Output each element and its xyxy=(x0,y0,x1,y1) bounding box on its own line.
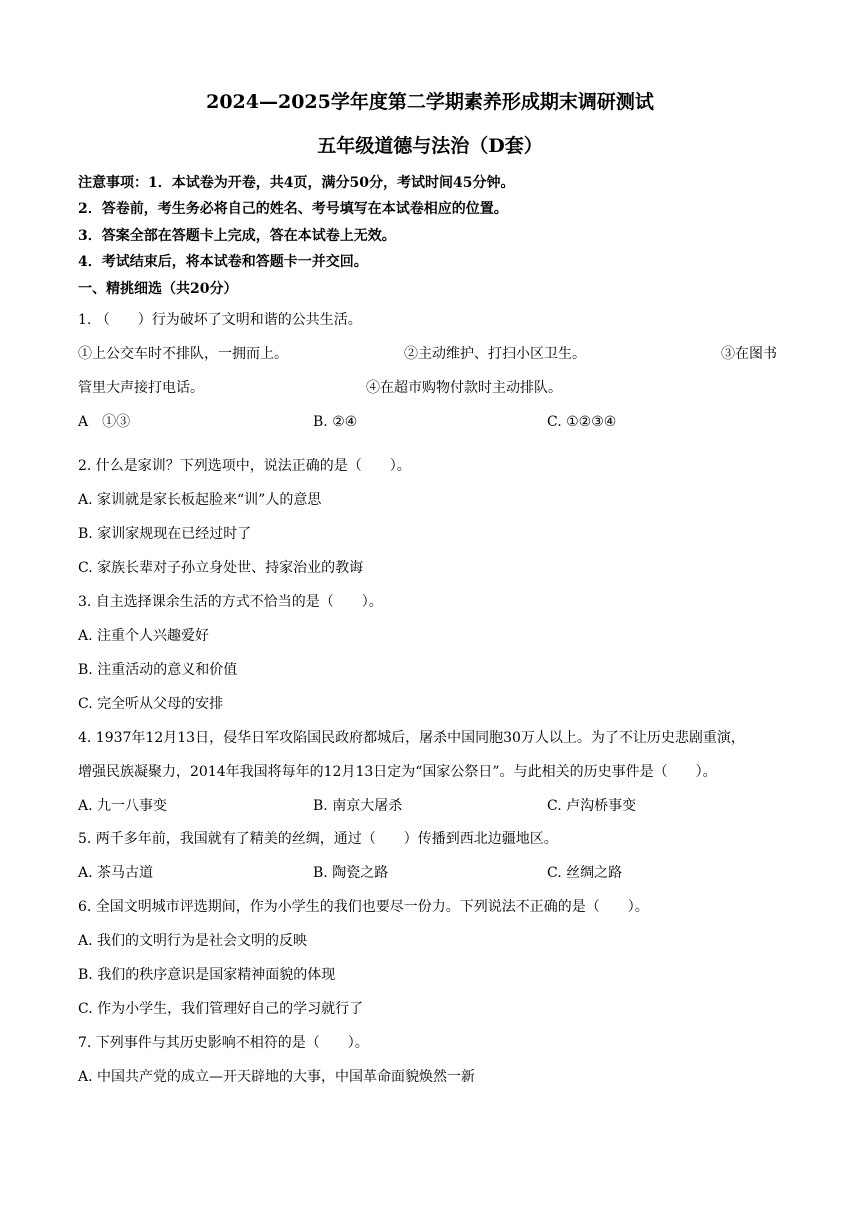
q4-option-b: B. 南京大屠杀 xyxy=(313,798,403,814)
question-4-stem-line-1: 4. 1937年12月13日，侵华日军攻陷国民政府都城后，屠杀中国同胞30万人以上。为了不让历史悲剧重演， xyxy=(78,730,745,746)
q3-option-c: C. 完全听从父母的安排 xyxy=(78,696,224,712)
q1-item-2: ②主动维护、打扫小区卫生。 xyxy=(404,346,586,362)
q1-option-c: C. ①②③④ xyxy=(547,414,617,430)
q1-item-3-cont: 管里大声接打电话。 xyxy=(78,380,204,396)
question-7-stem: 7. 下列事件与其历史影响不相符的是（ ）。 xyxy=(78,1035,369,1051)
q5-option-a: A. 茶马古道 xyxy=(78,865,154,881)
question-4-stem-line-2: 增强民族凝聚力，2014年我国将每年的12月13日定为“国家公祭日”。与此相关的历史事件是（ ）。 xyxy=(78,764,717,780)
note-2: 2．答卷前，考生务必将自己的姓名、考号填写在本试卷相应的位置。 xyxy=(78,201,508,217)
q2-option-a: A. 家训就是家长板起脸来“训”人的意思 xyxy=(78,492,322,508)
question-3-stem: 3. 自主选择课余生活的方式不恰当的是（ ）。 xyxy=(78,594,383,610)
question-5-stem: 5. 两千多年前，我国就有了精美的丝绸，通过（ ）传播到西北边疆地区。 xyxy=(78,831,558,847)
q4-option-c: C. 卢沟桥事变 xyxy=(547,798,637,814)
question-6-stem: 6. 全国文明城市评选期间，作为小学生的我们也要尽一份力。下列说法不正确的是（ ）。 xyxy=(78,899,649,915)
exam-title: 2024—2025学年度第二学期素养形成期末调研测试 xyxy=(206,91,654,113)
q5-option-b: B. 陶瓷之路 xyxy=(313,865,389,881)
q2-option-c: C. 家族长辈对子孙立身处世、持家治业的教诲 xyxy=(78,560,364,576)
q2-option-b: B. 家训家规现在已经过时了 xyxy=(78,526,252,542)
note-4: 4．考试结束后，将本试卷和答题卡一并交回。 xyxy=(78,254,368,270)
question-1-stem: 1. （ ）行为破坏了文明和谐的公共生活。 xyxy=(78,312,362,328)
q6-option-b: B. 我们的秩序意识是国家精神面貌的体现 xyxy=(78,967,336,983)
q3-option-b: B. 注重活动的意义和价值 xyxy=(78,662,238,678)
q1-item-3: ③在图书 xyxy=(721,346,777,362)
q1-item-1: ①上公交车时不排队，一拥而上。 xyxy=(78,346,288,362)
question-2-stem: 2. 什么是家训？下列选项中，说法正确的是（ ）。 xyxy=(78,458,411,474)
q1-item-4: ④在超市购物付款时主动排队。 xyxy=(366,380,562,396)
section-heading: 一、精挑细选（共20分） xyxy=(78,281,238,297)
q5-option-c: C. 丝绸之路 xyxy=(547,865,623,881)
q3-option-a: A. 注重个人兴趣爱好 xyxy=(78,628,210,644)
note-3: 3．答案全部在答题卡上完成，答在本试卷上无效。 xyxy=(78,228,396,244)
q1-option-b: B. ②④ xyxy=(313,414,358,430)
q4-option-a: A. 九一八事变 xyxy=(78,798,168,814)
q1-option-a: A ①③ xyxy=(78,414,131,430)
note-1: 注意事项：1．本试卷为开卷，共4页，满分50分，考试时间45分钟。 xyxy=(78,175,515,191)
exam-subtitle: 五年级道德与法治（D套） xyxy=(317,135,543,157)
q7-option-a: A. 中国共产党的成立—开天辟地的大事，中国革命面貌焕然一新 xyxy=(78,1069,476,1085)
q6-option-a: A. 我们的文明行为是社会文明的反映 xyxy=(78,933,308,949)
q6-option-c: C. 作为小学生，我们管理好自己的学习就行了 xyxy=(78,1001,364,1017)
